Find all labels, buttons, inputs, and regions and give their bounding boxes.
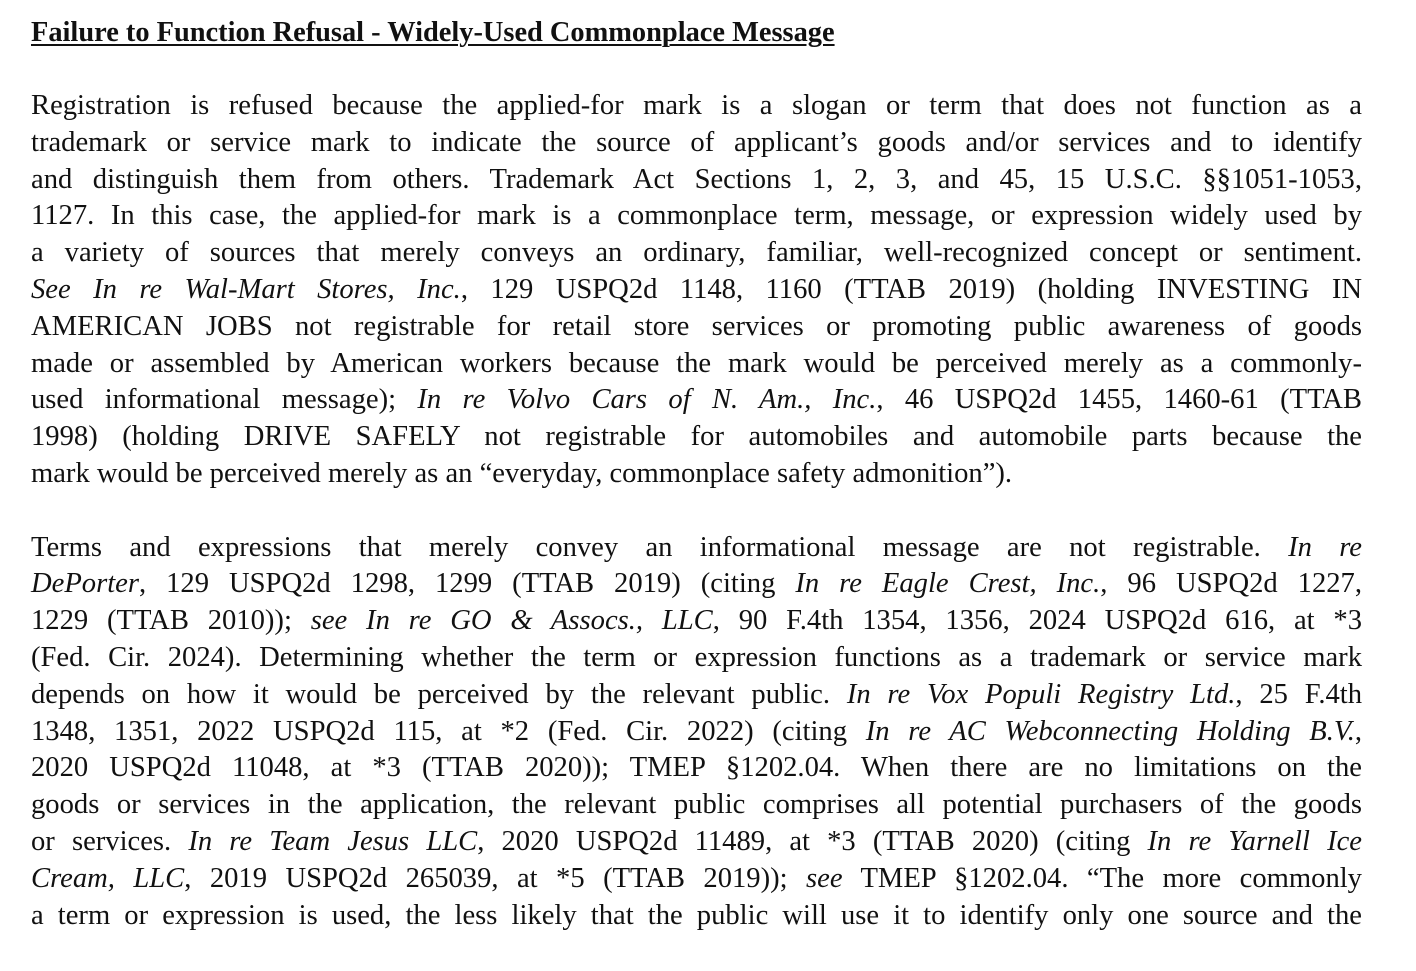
text-segment: a variety of sources that merely conveys an ordinary, familiar, well-recognized concept or sentiment. (31, 237, 1362, 269)
italic-citation: Cream, LLC (31, 862, 185, 894)
text-segment: TMEP §1202.04. “The more commonly (842, 862, 1362, 894)
text-line (31, 824, 1362, 861)
text-line (31, 677, 1362, 714)
text-line (31, 640, 1362, 677)
text-segment: 1998) (holding DRIVE SAFELY not registrable for automobiles and automobile parts because the (31, 421, 1362, 453)
text-segment: AMERICAN JOBS not registrable for retail store services or promoting public awareness of goods (31, 310, 1362, 342)
text-segment: goods or services in the application, the relevant public comprises all potential purchasers of the goods (31, 789, 1362, 821)
text-line (31, 566, 1362, 603)
text-line (31, 898, 1362, 935)
text-segment: (Fed. Cir. 2024). Determining whether the term or expression functions as a trademark or service mark (31, 641, 1362, 673)
italic-citation: see In re GO & Assocs., LLC (310, 605, 713, 637)
text-segment: trademark or service mark to indicate the source of applicant’s goods and/or services and to identify (31, 126, 1362, 158)
text-line (31, 162, 1362, 199)
document-title: Failure to Function Refusal - Widely-Used Commonplace Message (31, 17, 835, 48)
text-segment: , 46 USPQ2d 1455, 1460-61 (TTAB (876, 384, 1362, 416)
italic-citation: see (806, 862, 843, 894)
text-segment: Terms and expressions that merely convey an informational message are not registrable. (31, 531, 1289, 563)
text-segment: 1348, 1351, 2022 USPQ2d 115, at *2 (Fed. Cir. 2022) (citing (31, 715, 866, 747)
text-line (31, 88, 1362, 125)
text-line (31, 198, 1362, 235)
text-segment: a term or expression is used, the less likely that the public will use it to identify only one source and the (31, 899, 1362, 931)
text-segment: , 90 F.4th 1354, 1356, 2024 USPQ2d 616, at *3 (712, 605, 1363, 637)
text-segment: mark would be perceived merely as an “everyday, commonplace safety admonition”). (31, 457, 1013, 489)
text-segment: 1229 (TTAB 2010)); (31, 605, 311, 637)
text-line (31, 530, 1362, 567)
document-body (31, 88, 1362, 934)
italic-citation: In re Volvo Cars of N. Am., Inc. (417, 384, 877, 416)
document-page (31, 14, 1362, 971)
text-segment: used informational message); (31, 384, 418, 416)
text-segment: 2020 USPQ2d 11048, at *3 (TTAB 2020)); TMEP §1202.04. When there are no limitations on the (31, 752, 1362, 784)
text-segment: , 96 USPQ2d 1227, (1100, 568, 1363, 600)
italic-citation: In re AC Webconnecting Holding B.V. (865, 715, 1355, 747)
text-line (31, 309, 1362, 346)
text-segment: , 129 USPQ2d 1298, 1299 (TTAB 2019) (citing (139, 568, 796, 600)
italic-citation: DePorter (31, 568, 139, 600)
text-segment: made or assembled by American workers because the mark would be perceived merely as a commonly- (31, 347, 1362, 379)
text-line (31, 235, 1362, 272)
text-segment: , 129 USPQ2d 1148, 1160 (TTAB 2019) (holding INVESTING IN (460, 273, 1362, 305)
text-line (31, 750, 1362, 787)
text-line (31, 382, 1362, 419)
text-segment: , 2019 USPQ2d 265039, at *5 (TTAB 2019)); (184, 862, 807, 894)
text-segment: , 25 F.4th (1235, 678, 1363, 710)
text-segment: and distinguish them from others. Trademark Act Sections 1, 2, 3, and 45, 15 U.S.C. §§1051-1053, (31, 163, 1362, 195)
text-segment: or services. (31, 825, 189, 857)
text-line (31, 787, 1362, 824)
text-line (31, 346, 1362, 383)
text-line (31, 714, 1362, 751)
text-line (31, 419, 1362, 456)
text-segment: , 2020 USPQ2d 11489, at *3 (TTAB 2020) (citing (477, 825, 1148, 857)
italic-citation: In re Eagle Crest, Inc. (795, 568, 1101, 600)
italic-citation: In re Team Jesus LLC (188, 825, 478, 857)
italic-citation: In re Yarnell Ice (1147, 825, 1362, 857)
italic-citation: In re (1288, 531, 1362, 563)
text-line (31, 272, 1362, 309)
text-segment: Registration is refused because the applied-for mark is a slogan or term that does not function as a (31, 90, 1362, 121)
text-segment: 1127. In this case, the applied-for mark is a commonplace term, message, or expression widely used by (31, 200, 1362, 232)
text-line (31, 125, 1362, 162)
italic-citation: See In re Wal-Mart Stores, Inc. (31, 273, 461, 305)
italic-citation: In re Vox Populi Registry Ltd. (846, 678, 1236, 710)
text-line (31, 456, 1362, 493)
paragraph (31, 88, 1362, 493)
text-segment: depends on how it would be perceived by the relevant public. (31, 678, 847, 710)
text-line (31, 603, 1362, 640)
text-segment: , (1354, 715, 1362, 747)
text-line (31, 861, 1362, 898)
paragraph (31, 530, 1362, 935)
